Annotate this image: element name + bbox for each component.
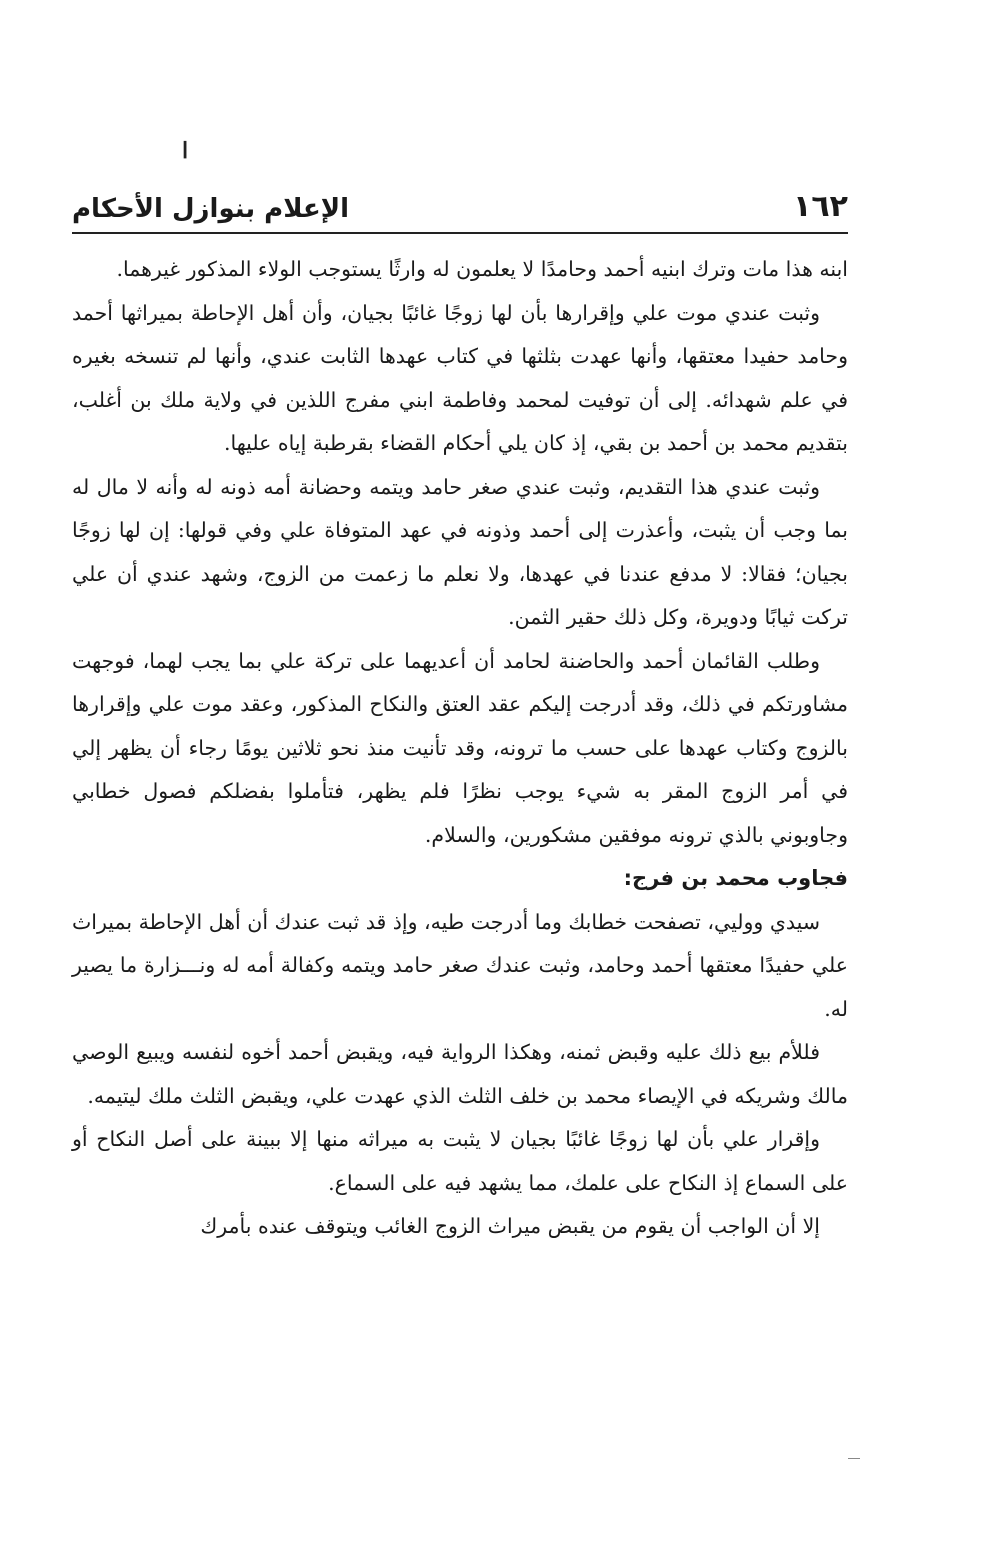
- footer-dash: [848, 1458, 860, 1459]
- header-rule: [72, 232, 848, 234]
- answer-heading: فجاوب محمد بن فرج:: [623, 866, 848, 890]
- paragraph: فللأم بيع ذلك عليه وقبض ثمنه، وهكذا الرواية فيه، ويقبض أحمد أخوه لنفسه ويبيع الوصي مالك وشريكه في الإيصاء محمد بن خلف الثلث الذي عهدت علي، ويقبض الثلث ملك ليتيمه.: [72, 1040, 848, 1108]
- paragraph: وثبت عندي موت علي وإقرارها بأن لها زوجًا غائبًا بجيان، وأن أهل الإحاطة بميراثها أحمد وحامد حفيدا معتقها، وأنها عهدت بثلثها في كتاب عهدها الثابت عندي، وأنها لم تنسخه بغيره في علم شهدائه. إلى أن توفيت لمحمد وفاطمة ابني مفرج اللذين في ولاية ملك بن أغلب، بتقديم محمد بن أحمد بن بقي، إذ كان يلي أحكام القضاء بقرطبة إياه عليها.: [72, 300, 848, 455]
- running-title: الإعلام بنوازل الأحكام: [72, 194, 349, 224]
- page-header: [72, 180, 848, 224]
- page-number: ١٦٢: [793, 189, 848, 224]
- paragraph: إلا أن الواجب أن يقوم من يقبض ميراث الزوج الغائب ويتوقف عنده بأمرك: [200, 1214, 820, 1238]
- body-text: [72, 248, 848, 1249]
- paragraph: وطلب القائمان أحمد والحاضنة لحامد أن أعديهما على تركة علي بما يجب لهما، فوجهت مشاورتكم في ذلك، وقد أدرجت إليكم عقد العتق والنكاح المذكور، وعقد موت علي وإقرارها بالزوج وكتاب عهدها على حسب ما ترونه، وقد تأنيت منذ نحو ثلاثين يومًا رجاء أن يظهر إلي في أمر الزوج المقر به شيء يوجب نظرًا فلم يظهر، فتأملوا بفضلكم فصول خطابي وجاوبوني بالذي ترونه موفقين مشكورين، والسلام.: [72, 648, 848, 847]
- stray-mark: ا: [182, 138, 189, 164]
- paragraph: وإقرار علي بأن لها زوجًا غائبًا بجيان لا يثبت به ميراثه منها إلا ببينة على أصل النكاح أو على السماع إذ النكاح على علمك، مما يشهد فيه على السماع.: [72, 1127, 848, 1195]
- paragraph: وثبت عندي هذا التقديم، وثبت عندي صغر حامد ويتمه وحضانة أمه ذونه له وأنه لا مال له بما وجب أن يثبت، وأعذرت إلى أحمد وذونه في عهد المتوفاة علي وفي قولها: إن لها زوجًا بجيان؛ فقالا: لا مدفع عندنا في عهدها، ولا نعلم ما زعمت من الزوج، وشهد عندي أن علي تركت ثيابًا ودويرة، وكل ذلك حقير الثمن.: [72, 474, 848, 629]
- paragraph: ابنه هذا مات وترك ابنيه أحمد وحامدًا لا يعلمون له وارثًا يستوجب الولاء المذكور غيرهما.: [116, 257, 848, 281]
- paragraph: سيدي ووليي، تصفحت خطابك وما أدرجت طيه، وإذ قد ثبت عندك أن أهل الإحاطة بميراث علي حفيدًا معتقها أحمد وحامد، وثبت عندك صغر حامد ويتمه وكفالة أمه له ونـــزارة ما يصير له.: [72, 909, 848, 1021]
